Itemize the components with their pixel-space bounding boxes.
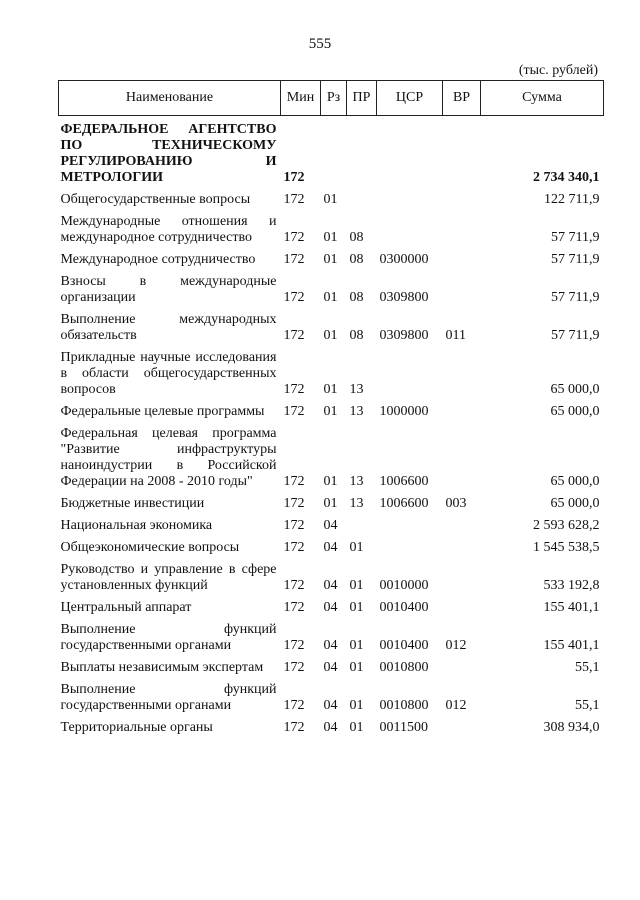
- cell-min: 172: [283, 518, 305, 533]
- cell-name: Выплаты независимым экспертам: [60, 660, 264, 675]
- cell-min: 172: [283, 496, 305, 511]
- cell-vr: [443, 423, 481, 493]
- cell-min: 172: [283, 540, 305, 555]
- cell-min: 172: [283, 638, 305, 653]
- cell-pr: 08: [349, 252, 364, 267]
- cell-min: 172: [283, 290, 305, 305]
- table-body: [59, 116, 604, 740]
- cell-sum: 57 711,9: [551, 230, 600, 245]
- cell-pr: 13: [349, 404, 364, 419]
- cell-vr: [443, 249, 481, 271]
- cell-pr: 08: [349, 328, 364, 343]
- cell-sum: 2 734 340,1: [533, 170, 600, 185]
- units-label: (тыс. рублей): [518, 63, 598, 78]
- cell-csr: 0309800: [379, 290, 429, 305]
- cell-pr: 01: [349, 698, 364, 713]
- cell-csr: [377, 189, 443, 211]
- table-row: [59, 271, 604, 309]
- header-csr: ЦСР: [377, 81, 443, 116]
- cell-name: Выполнение функций государственными органами: [60, 682, 277, 713]
- cell-vr: [443, 271, 481, 309]
- table-row: [59, 116, 604, 190]
- cell-name: Выполнение международных обязательств: [60, 312, 277, 343]
- cell-min: 172: [283, 474, 305, 489]
- header-vr: ВР: [443, 81, 481, 116]
- table-row: [59, 423, 604, 493]
- cell-rz: 04: [323, 540, 338, 555]
- cell-vr: [443, 657, 481, 679]
- cell-csr: 1006600: [379, 474, 429, 489]
- cell-sum: 57 711,9: [551, 328, 600, 343]
- cell-sum: 55,1: [575, 698, 600, 713]
- cell-sum: 308 934,0: [543, 720, 600, 735]
- cell-min: 172: [283, 404, 305, 419]
- cell-rz: 04: [323, 518, 338, 533]
- table-row: [59, 679, 604, 717]
- cell-min: 172: [283, 170, 305, 185]
- table-row: [59, 559, 604, 597]
- cell-rz: 01: [323, 328, 338, 343]
- cell-name: Национальная экономика: [60, 518, 213, 533]
- cell-vr: [443, 211, 481, 249]
- table-row: [59, 493, 604, 515]
- cell-rz: 04: [323, 660, 338, 675]
- cell-name: Территориальные органы: [60, 720, 213, 735]
- cell-rz: 01: [323, 382, 338, 397]
- cell-rz: 04: [323, 600, 338, 615]
- cell-name: ФЕДЕРАЛЬНОЕ АГЕНТСТВО ПО ТЕХНИЧЕСКОМУ РЕГУЛИРОВАНИЮ И МЕТРОЛОГИИ: [60, 122, 277, 185]
- header-min: Мин: [281, 81, 321, 116]
- cell-min: 172: [283, 328, 305, 343]
- cell-rz: 01: [323, 252, 338, 267]
- cell-min: 172: [283, 192, 305, 207]
- cell-name: Федеральные целевые программы: [60, 404, 265, 419]
- cell-sum: 55,1: [575, 660, 600, 675]
- cell-sum: 57 711,9: [551, 290, 600, 305]
- cell-csr: 0011500: [379, 720, 428, 735]
- cell-sum: 122 711,9: [544, 192, 600, 207]
- cell-rz: 04: [323, 698, 338, 713]
- cell-sum: 65 000,0: [550, 474, 600, 489]
- cell-csr: [377, 537, 443, 559]
- cell-min: 172: [283, 382, 305, 397]
- cell-name: Общеэкономические вопросы: [60, 540, 240, 555]
- cell-rz: 01: [323, 230, 338, 245]
- cell-vr: [443, 347, 481, 401]
- cell-vr: [443, 597, 481, 619]
- cell-vr: [443, 116, 481, 190]
- cell-sum: 65 000,0: [550, 404, 600, 419]
- cell-pr: 08: [349, 290, 364, 305]
- table-row: [59, 537, 604, 559]
- table-row: [59, 211, 604, 249]
- cell-pr: 01: [349, 578, 364, 593]
- cell-rz: [321, 116, 347, 190]
- cell-pr: 13: [349, 474, 364, 489]
- cell-csr: [377, 347, 443, 401]
- cell-rz: 01: [323, 192, 338, 207]
- table-row: [59, 619, 604, 657]
- cell-sum: 1 545 538,5: [533, 540, 600, 555]
- cell-min: 172: [283, 698, 305, 713]
- cell-pr: [347, 515, 377, 537]
- cell-rz: 01: [323, 496, 338, 511]
- header-sum: Сумма: [481, 81, 604, 116]
- table-header-row: [59, 81, 604, 116]
- cell-rz: 01: [323, 474, 338, 489]
- header-pr: ПР: [347, 81, 377, 116]
- cell-csr: 1000000: [379, 404, 429, 419]
- header-name: Наименование: [59, 81, 281, 116]
- cell-vr: [443, 537, 481, 559]
- cell-name: Прикладные научные исследования в области общегосударственных вопросов: [60, 350, 277, 397]
- cell-pr: 08: [349, 230, 364, 245]
- cell-sum: 155 401,1: [543, 600, 600, 615]
- cell-rz: 04: [323, 720, 338, 735]
- cell-pr: 13: [349, 382, 364, 397]
- cell-csr: 0010000: [379, 578, 429, 593]
- cell-name: Общегосударственные вопросы: [60, 192, 251, 207]
- table-row: [59, 249, 604, 271]
- cell-csr: [377, 211, 443, 249]
- cell-csr: 0300000: [379, 252, 429, 267]
- cell-csr: 0010400: [379, 638, 429, 653]
- table-row: [59, 189, 604, 211]
- cell-pr: 01: [349, 600, 364, 615]
- cell-rz: 04: [323, 578, 338, 593]
- cell-sum: 533 192,8: [543, 578, 600, 593]
- cell-csr: 0010800: [379, 698, 429, 713]
- cell-min: 172: [283, 578, 305, 593]
- cell-name: Центральный аппарат: [60, 600, 192, 615]
- cell-csr: 0010400: [379, 600, 429, 615]
- cell-name: Международные отношения и международное сотрудничество: [60, 214, 277, 245]
- table-row: [59, 597, 604, 619]
- cell-sum: 65 000,0: [550, 496, 600, 511]
- cell-name: Федеральная целевая программа "Развитие инфраструктуры наноиндустрии в Российской Федерации на 2008 - 2010 годы": [60, 426, 277, 489]
- cell-csr: 0010800: [379, 660, 429, 675]
- cell-csr: [377, 515, 443, 537]
- cell-pr: 13: [349, 496, 364, 511]
- cell-vr: 011: [445, 328, 466, 343]
- cell-vr: 012: [445, 638, 467, 653]
- cell-vr: [443, 559, 481, 597]
- cell-vr: [443, 401, 481, 423]
- cell-sum: 2 593 628,2: [533, 518, 600, 533]
- cell-name: Руководство и управление в сфере установленных функций: [60, 562, 277, 593]
- cell-csr: 1006600: [379, 496, 429, 511]
- cell-name: Выполнение функций государственными органами: [60, 622, 277, 653]
- table-row: [59, 309, 604, 347]
- cell-min: 172: [283, 230, 305, 245]
- cell-name: Бюджетные инвестиции: [60, 496, 205, 511]
- table-row: [59, 657, 604, 679]
- cell-csr: 0309800: [379, 328, 429, 343]
- cell-vr: [443, 515, 481, 537]
- cell-vr: [443, 717, 481, 739]
- page-number: 555: [308, 36, 332, 52]
- cell-pr: 01: [349, 540, 364, 555]
- table-row: [59, 717, 604, 739]
- cell-pr: 01: [349, 638, 364, 653]
- cell-sum: 155 401,1: [543, 638, 600, 653]
- cell-vr: 003: [445, 496, 467, 511]
- cell-min: 172: [283, 720, 305, 735]
- cell-rz: 01: [323, 404, 338, 419]
- cell-min: 172: [283, 660, 305, 675]
- cell-csr: [377, 116, 443, 190]
- cell-name: Взносы в международные организации: [60, 274, 277, 305]
- cell-vr: 012: [445, 698, 467, 713]
- header-rz: Рз: [321, 81, 347, 116]
- cell-vr: [443, 189, 481, 211]
- cell-pr: 01: [349, 720, 364, 735]
- table-row: [59, 401, 604, 423]
- table-row: [59, 347, 604, 401]
- cell-min: 172: [283, 600, 305, 615]
- cell-rz: 04: [323, 638, 338, 653]
- cell-pr: [347, 189, 377, 211]
- cell-min: 172: [283, 252, 305, 267]
- cell-pr: [347, 116, 377, 190]
- cell-sum: 65 000,0: [550, 382, 600, 397]
- cell-sum: 57 711,9: [551, 252, 600, 267]
- budget-table: [58, 80, 604, 739]
- cell-rz: 01: [323, 290, 338, 305]
- cell-pr: 01: [349, 660, 364, 675]
- cell-name: Международное сотрудничество: [60, 252, 256, 267]
- table-row: [59, 515, 604, 537]
